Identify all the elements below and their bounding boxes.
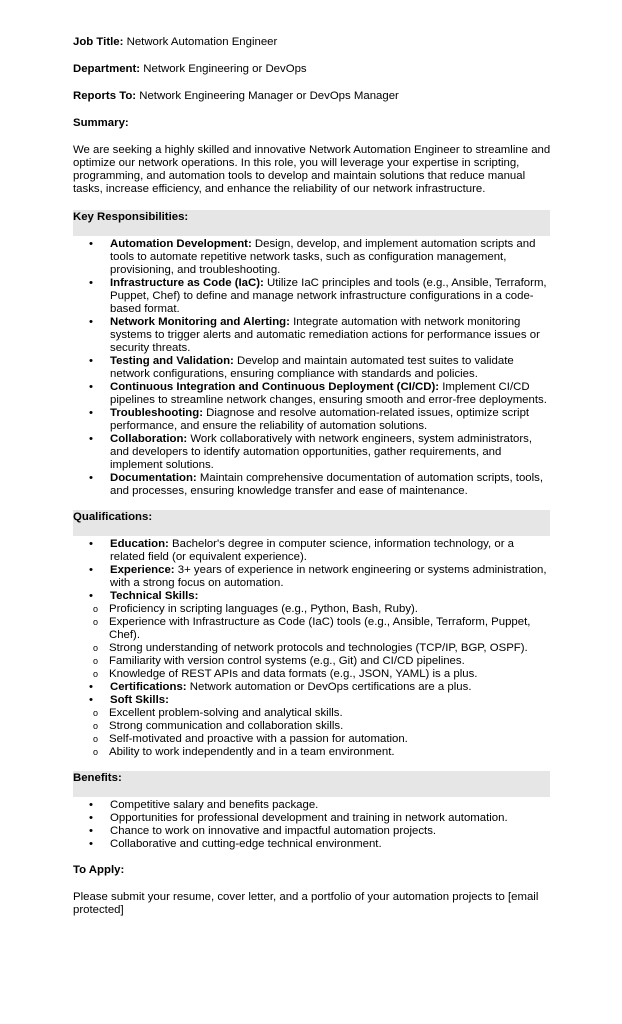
- bullet-icon: •: [89, 381, 93, 393]
- item-text: Self-motivated and proactive with a passion for automation.: [109, 733, 408, 745]
- item-text: Competitive salary and benefits package.: [110, 799, 319, 811]
- list-item: [73, 812, 551, 825]
- circle-bullet-icon: o: [93, 721, 99, 731]
- item-text: Strong communication and collaboration skills.: [109, 720, 344, 732]
- soft-skills-sublist: [73, 707, 551, 759]
- item-text: Collaborative and cutting-edge technical environment.: [110, 838, 382, 850]
- circle-bullet-icon: o: [93, 669, 99, 679]
- reports-to-value: Network Engineering Manager or DevOps Manager: [139, 90, 399, 102]
- technical-skills-sublist: [73, 603, 551, 681]
- item-text: 3+ years of experience in network engineering or systems administration, with a strong focus on automation.: [110, 564, 547, 589]
- apply-heading: To Apply:: [73, 864, 125, 876]
- list-item: [73, 407, 551, 433]
- bullet-icon: •: [89, 407, 93, 419]
- list-item: [73, 668, 551, 681]
- bullet-icon: •: [89, 355, 93, 367]
- apply-text: Please submit your resume, cover letter, and a portfolio of your automation projects to [email protected]: [73, 891, 539, 916]
- reports-to-line: [73, 90, 551, 103]
- list-item: [73, 838, 551, 851]
- list-item: [73, 472, 551, 498]
- list-item: [73, 616, 551, 642]
- department-value: Network Engineering or DevOps: [143, 63, 307, 75]
- circle-bullet-icon: o: [93, 643, 99, 653]
- item-text: Familiarity with version control systems (e.g., Git) and CI/CD pipelines.: [109, 655, 465, 667]
- list-item: [73, 316, 551, 355]
- item-title: Soft Skills:: [110, 694, 169, 706]
- job-description-document: [73, 36, 551, 917]
- benefits-heading: Benefits:: [73, 771, 550, 797]
- item-text: Network automation or DevOps certifications are a plus.: [186, 681, 472, 693]
- item-text: Chance to work on innovative and impactful automation projects.: [110, 825, 437, 837]
- item-text: Strong understanding of network protocols and technologies (TCP/IP, BGP, OSPF).: [109, 642, 528, 654]
- list-item: [73, 433, 551, 472]
- bullet-icon: •: [89, 316, 93, 328]
- bullet-icon: •: [89, 681, 93, 693]
- list-item: [73, 603, 551, 616]
- bullet-icon: •: [89, 277, 93, 289]
- benefits-list: [73, 799, 551, 851]
- job-title-value: Network Automation Engineer: [126, 36, 278, 48]
- bullet-icon: •: [89, 564, 93, 576]
- list-item: [73, 277, 551, 316]
- list-item: [73, 655, 551, 668]
- list-item: [73, 746, 551, 759]
- item-text: Implement CI/CD pipelines to streamline network changes, ensuring smooth and error-free deployments.: [110, 381, 547, 406]
- item-text: Ability to work independently and in a team environment.: [109, 746, 395, 758]
- item-title: Education:: [110, 538, 169, 550]
- summary-heading: Summary:: [73, 117, 129, 129]
- item-text: Integrate automation with network monitoring systems to trigger alerts and automatic remediation actions for performance issues or security threats.: [110, 316, 540, 354]
- qualifications-heading: Qualifications:: [73, 510, 550, 536]
- list-item: [73, 564, 551, 590]
- item-text: Opportunities for professional development and training in network automation.: [110, 812, 508, 824]
- bullet-icon: •: [89, 694, 93, 706]
- item-text: Experience with Infrastructure as Code (IaC) tools (e.g., Ansible, Terraform, Puppet, Chef).: [109, 616, 531, 641]
- item-text: Design, develop, and implement automation scripts and tools to automate repetitive network tasks, such as configuration management, provisioning, and troubleshooting.: [110, 238, 536, 276]
- list-item: [73, 355, 551, 381]
- list-item: [73, 694, 551, 759]
- reports-to-label: Reports To:: [73, 90, 137, 102]
- item-title: Testing and Validation:: [110, 355, 234, 367]
- department-line: [73, 63, 551, 76]
- responsibilities-list: [73, 238, 551, 498]
- list-item: [73, 733, 551, 746]
- item-title: Certifications:: [110, 681, 187, 693]
- item-title: Documentation:: [110, 472, 197, 484]
- list-item: [73, 238, 551, 277]
- bullet-icon: •: [89, 538, 93, 550]
- item-title: Experience:: [110, 564, 175, 576]
- bullet-icon: •: [89, 590, 93, 602]
- item-text: Utilize IaC principles and tools (e.g., Ansible, Terraform, Puppet, Chef) to define and manage network infrastructure configurations in a code-based format.: [110, 277, 547, 315]
- bullet-icon: •: [89, 472, 93, 484]
- bullet-icon: •: [89, 825, 93, 837]
- item-text: Excellent problem-solving and analytical skills.: [109, 707, 343, 719]
- item-title: Network Monitoring and Alerting:: [110, 316, 290, 328]
- list-item: [73, 720, 551, 733]
- bullet-icon: •: [89, 812, 93, 824]
- item-title: Continuous Integration and Continuous Deployment (CI/CD):: [110, 381, 440, 393]
- circle-bullet-icon: o: [93, 708, 99, 718]
- bullet-icon: •: [89, 799, 93, 811]
- summary-text: We are seeking a highly skilled and innovative Network Automation Engineer to streamline and optimize our network operations. In this role, you will leverage your expertise in scripting, programming, and automation tools to develop and maintain solutions that reduce manual tasks, increase efficiency, and enhance the reliability of our network infrastructure.: [73, 144, 551, 195]
- item-title: Automation Development:: [110, 238, 252, 250]
- bullet-icon: •: [89, 838, 93, 850]
- list-item: [73, 825, 551, 838]
- list-item: [73, 538, 551, 564]
- circle-bullet-icon: o: [93, 656, 99, 666]
- job-title-line: [73, 36, 551, 49]
- item-title: Collaboration:: [110, 433, 188, 445]
- item-text: Diagnose and resolve automation-related issues, optimize script performance, and ensure the reliability of automation solutions.: [110, 407, 530, 432]
- item-text: Work collaboratively with network engineers, system administrators, and developers to identify automation opportunities, gather requirements, and implement solutions.: [110, 433, 533, 471]
- list-item: [73, 707, 551, 720]
- item-title: Troubleshooting:: [110, 407, 204, 419]
- item-text: Proficiency in scripting languages (e.g., Python, Bash, Ruby).: [109, 603, 418, 615]
- circle-bullet-icon: o: [93, 617, 99, 627]
- item-title: Infrastructure as Code (IaC):: [110, 277, 264, 289]
- list-item: [73, 590, 551, 681]
- list-item: [73, 381, 551, 407]
- job-title-label: Job Title:: [73, 36, 124, 48]
- item-text: Maintain comprehensive documentation of automation scripts, tools, and processes, ensuring knowledge transfer and ease of maintenance.: [110, 472, 544, 497]
- list-item: [73, 642, 551, 655]
- circle-bullet-icon: o: [93, 747, 99, 757]
- qualifications-list: [73, 538, 551, 759]
- item-text: Develop and maintain automated test suites to validate network configurations, ensuring compliance with standards and policies.: [110, 355, 514, 380]
- responsibilities-heading: Key Responsibilities:: [73, 210, 550, 236]
- list-item: [73, 799, 551, 812]
- circle-bullet-icon: o: [93, 604, 99, 614]
- item-text: Knowledge of REST APIs and data formats (e.g., JSON, YAML) is a plus.: [109, 668, 478, 680]
- item-text: Bachelor's degree in computer science, information technology, or a related field (or equivalent experience).: [110, 538, 514, 563]
- item-title: Technical Skills:: [110, 590, 199, 602]
- department-label: Department:: [73, 63, 141, 75]
- list-item: [73, 681, 551, 694]
- circle-bullet-icon: o: [93, 734, 99, 744]
- bullet-icon: •: [89, 238, 93, 250]
- bullet-icon: •: [89, 433, 93, 445]
